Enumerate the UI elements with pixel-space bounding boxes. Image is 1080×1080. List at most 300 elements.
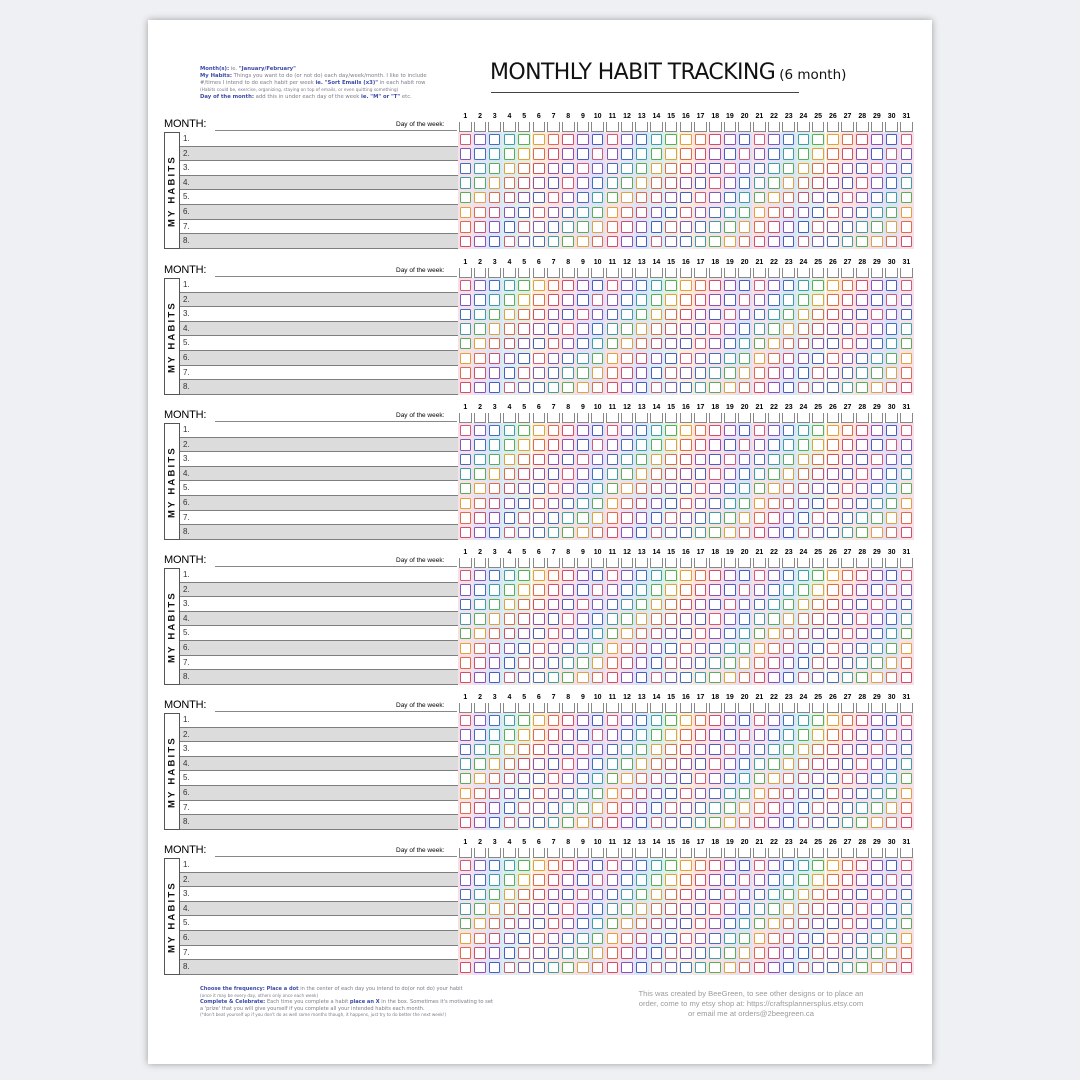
habit-checkbox[interactable]: [886, 788, 898, 800]
habit-checkbox[interactable]: [871, 483, 883, 495]
habit-checkbox[interactable]: [489, 367, 501, 379]
habit-checkbox[interactable]: [871, 613, 883, 625]
habit-checkbox[interactable]: [460, 613, 472, 625]
day-of-week-cell[interactable]: [621, 413, 634, 423]
habit-checkbox[interactable]: [607, 672, 619, 684]
habit-checkbox[interactable]: [886, 758, 898, 770]
habit-checkbox[interactable]: [548, 280, 560, 292]
habit-checkbox[interactable]: [798, 874, 810, 886]
habit-checkbox[interactable]: [607, 280, 619, 292]
habit-checkbox[interactable]: [886, 192, 898, 204]
habit-checkbox[interactable]: [768, 236, 780, 248]
habit-checkbox[interactable]: [724, 599, 736, 611]
day-of-week-cell[interactable]: [650, 268, 663, 278]
habit-checkbox[interactable]: [754, 918, 766, 930]
habit-row[interactable]: [180, 511, 458, 526]
habit-checkbox[interactable]: [739, 309, 751, 321]
habit-checkbox[interactable]: [709, 236, 721, 248]
habit-checkbox[interactable]: [621, 221, 633, 233]
habit-checkbox[interactable]: [577, 903, 589, 915]
habit-checkbox[interactable]: [724, 468, 736, 480]
habit-checkbox[interactable]: [636, 148, 648, 160]
habit-checkbox[interactable]: [901, 425, 913, 437]
habit-row[interactable]: [180, 205, 458, 220]
habit-checkbox[interactable]: [504, 817, 516, 829]
habit-checkbox[interactable]: [474, 802, 486, 814]
habit-checkbox[interactable]: [651, 498, 663, 510]
habit-checkbox[interactable]: [901, 715, 913, 727]
habit-checkbox[interactable]: [548, 294, 560, 306]
habit-checkbox[interactable]: [871, 802, 883, 814]
habit-checkbox[interactable]: [548, 788, 560, 800]
habit-checkbox[interactable]: [724, 962, 736, 974]
habit-checkbox[interactable]: [665, 221, 677, 233]
habit-checkbox[interactable]: [548, 382, 560, 394]
habit-checkbox[interactable]: [768, 425, 780, 437]
day-of-week-cell[interactable]: [606, 268, 619, 278]
habit-checkbox[interactable]: [827, 353, 839, 365]
habit-checkbox[interactable]: [812, 817, 824, 829]
habit-checkbox[interactable]: [856, 643, 868, 655]
habit-checkbox[interactable]: [474, 773, 486, 785]
habit-checkbox[interactable]: [754, 729, 766, 741]
habit-checkbox[interactable]: [724, 527, 736, 539]
habit-checkbox[interactable]: [754, 758, 766, 770]
habit-checkbox[interactable]: [562, 221, 574, 233]
habit-checkbox[interactable]: [460, 729, 472, 741]
habit-checkbox[interactable]: [636, 207, 648, 219]
habit-checkbox[interactable]: [548, 353, 560, 365]
habit-checkbox[interactable]: [577, 148, 589, 160]
habit-checkbox[interactable]: [592, 177, 604, 189]
habit-checkbox[interactable]: [695, 454, 707, 466]
day-of-week-cell[interactable]: [621, 122, 634, 132]
habit-checkbox[interactable]: [636, 715, 648, 727]
habit-row[interactable]: [180, 742, 458, 757]
habit-checkbox[interactable]: [577, 367, 589, 379]
habit-checkbox[interactable]: [518, 962, 530, 974]
credit-line-2[interactable]: order, come to my etsy shop at: https://craftsplannersplus.etsy.com: [638, 999, 864, 1008]
habit-checkbox[interactable]: [724, 367, 736, 379]
habit-checkbox[interactable]: [548, 773, 560, 785]
day-of-week-cell[interactable]: [871, 268, 884, 278]
habit-checkbox[interactable]: [533, 628, 545, 640]
habit-checkbox[interactable]: [548, 425, 560, 437]
habit-checkbox[interactable]: [768, 729, 780, 741]
habit-checkbox[interactable]: [636, 817, 648, 829]
day-of-week-cell[interactable]: [503, 413, 516, 423]
habit-checkbox[interactable]: [548, 860, 560, 872]
habit-checkbox[interactable]: [651, 323, 663, 335]
habit-checkbox[interactable]: [607, 323, 619, 335]
habit-checkbox[interactable]: [636, 439, 648, 451]
habit-checkbox[interactable]: [474, 468, 486, 480]
habit-checkbox[interactable]: [827, 773, 839, 785]
habit-checkbox[interactable]: [709, 367, 721, 379]
habit-checkbox[interactable]: [754, 309, 766, 321]
habit-checkbox[interactable]: [768, 382, 780, 394]
habit-checkbox[interactable]: [709, 483, 721, 495]
habit-checkbox[interactable]: [518, 468, 530, 480]
habit-checkbox[interactable]: [577, 860, 589, 872]
day-of-week-cell[interactable]: [459, 703, 472, 713]
habit-checkbox[interactable]: [798, 323, 810, 335]
habit-checkbox[interactable]: [577, 177, 589, 189]
habit-checkbox[interactable]: [871, 454, 883, 466]
day-of-week-cell[interactable]: [577, 848, 590, 858]
habit-checkbox[interactable]: [709, 309, 721, 321]
habit-checkbox[interactable]: [592, 788, 604, 800]
day-of-week-cell[interactable]: [518, 703, 531, 713]
habit-checkbox[interactable]: [798, 773, 810, 785]
habit-checkbox[interactable]: [739, 788, 751, 800]
habit-checkbox[interactable]: [504, 148, 516, 160]
habit-checkbox[interactable]: [562, 236, 574, 248]
habit-checkbox[interactable]: [856, 512, 868, 524]
habit-checkbox[interactable]: [812, 382, 824, 394]
habit-checkbox[interactable]: [724, 338, 736, 350]
habit-checkbox[interactable]: [548, 918, 560, 930]
habit-checkbox[interactable]: [651, 889, 663, 901]
habit-checkbox[interactable]: [607, 498, 619, 510]
day-of-week-cell[interactable]: [841, 848, 854, 858]
habit-checkbox[interactable]: [504, 802, 516, 814]
habit-checkbox[interactable]: [651, 134, 663, 146]
habit-checkbox[interactable]: [562, 163, 574, 175]
day-of-week-cell[interactable]: [665, 848, 678, 858]
habit-checkbox[interactable]: [856, 947, 868, 959]
habit-checkbox[interactable]: [856, 933, 868, 945]
habit-checkbox[interactable]: [709, 744, 721, 756]
habit-checkbox[interactable]: [871, 643, 883, 655]
habit-checkbox[interactable]: [783, 367, 795, 379]
habit-checkbox[interactable]: [901, 323, 913, 335]
habit-checkbox[interactable]: [783, 613, 795, 625]
habit-checkbox[interactable]: [592, 628, 604, 640]
habit-checkbox[interactable]: [842, 613, 854, 625]
habit-checkbox[interactable]: [695, 570, 707, 582]
habit-row[interactable]: [180, 641, 458, 656]
habit-checkbox[interactable]: [901, 729, 913, 741]
habit-checkbox[interactable]: [783, 163, 795, 175]
habit-checkbox[interactable]: [709, 758, 721, 770]
habit-checkbox[interactable]: [871, 498, 883, 510]
habit-checkbox[interactable]: [460, 962, 472, 974]
habit-checkbox[interactable]: [739, 512, 751, 524]
habit-checkbox[interactable]: [474, 817, 486, 829]
habit-checkbox[interactable]: [827, 613, 839, 625]
habit-checkbox[interactable]: [592, 221, 604, 233]
day-of-week-cell[interactable]: [474, 558, 487, 568]
habit-checkbox[interactable]: [562, 903, 574, 915]
habit-checkbox[interactable]: [504, 134, 516, 146]
habit-checkbox[interactable]: [533, 236, 545, 248]
habit-checkbox[interactable]: [739, 353, 751, 365]
habit-checkbox[interactable]: [577, 584, 589, 596]
habit-checkbox[interactable]: [533, 599, 545, 611]
day-of-week-cell[interactable]: [459, 122, 472, 132]
habit-checkbox[interactable]: [533, 221, 545, 233]
habit-checkbox[interactable]: [695, 729, 707, 741]
habit-checkbox[interactable]: [489, 744, 501, 756]
habit-checkbox[interactable]: [842, 236, 854, 248]
habit-checkbox[interactable]: [665, 758, 677, 770]
habit-checkbox[interactable]: [504, 744, 516, 756]
habit-checkbox[interactable]: [709, 643, 721, 655]
habit-checkbox[interactable]: [636, 628, 648, 640]
habit-checkbox[interactable]: [768, 918, 780, 930]
habit-checkbox[interactable]: [665, 918, 677, 930]
day-of-week-cell[interactable]: [768, 122, 781, 132]
habit-checkbox[interactable]: [460, 527, 472, 539]
habit-checkbox[interactable]: [827, 207, 839, 219]
credit-line-3[interactable]: or email me at orders@2beegreen.ca: [688, 1009, 814, 1018]
habit-checkbox[interactable]: [695, 947, 707, 959]
habit-checkbox[interactable]: [518, 729, 530, 741]
habit-checkbox[interactable]: [665, 353, 677, 365]
habit-checkbox[interactable]: [489, 584, 501, 596]
habit-checkbox[interactable]: [695, 177, 707, 189]
habit-checkbox[interactable]: [901, 570, 913, 582]
habit-checkbox[interactable]: [695, 221, 707, 233]
habit-checkbox[interactable]: [607, 918, 619, 930]
habit-checkbox[interactable]: [562, 874, 574, 886]
habit-checkbox[interactable]: [709, 860, 721, 872]
habit-checkbox[interactable]: [856, 382, 868, 394]
habit-checkbox[interactable]: [562, 715, 574, 727]
habit-checkbox[interactable]: [871, 294, 883, 306]
habit-checkbox[interactable]: [504, 962, 516, 974]
habit-checkbox[interactable]: [533, 744, 545, 756]
habit-checkbox[interactable]: [548, 439, 560, 451]
habit-row[interactable]: [180, 380, 458, 395]
habit-checkbox[interactable]: [577, 788, 589, 800]
habit-checkbox[interactable]: [886, 962, 898, 974]
habit-checkbox[interactable]: [739, 498, 751, 510]
habit-checkbox[interactable]: [798, 134, 810, 146]
habit-checkbox[interactable]: [754, 643, 766, 655]
habit-checkbox[interactable]: [856, 918, 868, 930]
habit-checkbox[interactable]: [812, 309, 824, 321]
habit-checkbox[interactable]: [739, 918, 751, 930]
month-input-line[interactable]: [215, 711, 457, 712]
habit-checkbox[interactable]: [709, 599, 721, 611]
habit-checkbox[interactable]: [548, 933, 560, 945]
habit-checkbox[interactable]: [886, 672, 898, 684]
habit-checkbox[interactable]: [651, 672, 663, 684]
habit-checkbox[interactable]: [592, 207, 604, 219]
habit-checkbox[interactable]: [812, 643, 824, 655]
habit-checkbox[interactable]: [504, 221, 516, 233]
habit-checkbox[interactable]: [474, 512, 486, 524]
habit-checkbox[interactable]: [607, 599, 619, 611]
habit-checkbox[interactable]: [636, 498, 648, 510]
habit-checkbox[interactable]: [842, 773, 854, 785]
habit-checkbox[interactable]: [739, 860, 751, 872]
habit-checkbox[interactable]: [856, 148, 868, 160]
habit-checkbox[interactable]: [901, 192, 913, 204]
day-of-week-cell[interactable]: [812, 413, 825, 423]
habit-checkbox[interactable]: [842, 758, 854, 770]
habit-checkbox[interactable]: [665, 367, 677, 379]
habit-checkbox[interactable]: [504, 294, 516, 306]
habit-checkbox[interactable]: [827, 425, 839, 437]
habit-checkbox[interactable]: [518, 773, 530, 785]
habit-checkbox[interactable]: [636, 729, 648, 741]
habit-checkbox[interactable]: [680, 236, 692, 248]
habit-checkbox[interactable]: [562, 280, 574, 292]
habit-checkbox[interactable]: [856, 773, 868, 785]
day-of-week-cell[interactable]: [841, 703, 854, 713]
day-of-week-cell[interactable]: [827, 848, 840, 858]
habit-checkbox[interactable]: [592, 382, 604, 394]
day-of-week-cell[interactable]: [797, 558, 810, 568]
habit-checkbox[interactable]: [621, 309, 633, 321]
habit-checkbox[interactable]: [856, 613, 868, 625]
habit-checkbox[interactable]: [460, 802, 472, 814]
habit-checkbox[interactable]: [695, 236, 707, 248]
day-of-week-cell[interactable]: [591, 413, 604, 423]
habit-checkbox[interactable]: [871, 163, 883, 175]
habit-checkbox[interactable]: [665, 192, 677, 204]
habit-checkbox[interactable]: [548, 903, 560, 915]
habit-checkbox[interactable]: [709, 947, 721, 959]
habit-checkbox[interactable]: [562, 425, 574, 437]
habit-checkbox[interactable]: [474, 570, 486, 582]
habit-checkbox[interactable]: [768, 744, 780, 756]
habit-checkbox[interactable]: [856, 817, 868, 829]
habit-checkbox[interactable]: [827, 148, 839, 160]
habit-checkbox[interactable]: [709, 338, 721, 350]
habit-checkbox[interactable]: [474, 643, 486, 655]
habit-checkbox[interactable]: [856, 889, 868, 901]
habit-checkbox[interactable]: [651, 439, 663, 451]
habit-checkbox[interactable]: [709, 657, 721, 669]
habit-checkbox[interactable]: [680, 280, 692, 292]
habit-checkbox[interactable]: [665, 236, 677, 248]
day-of-week-cell[interactable]: [900, 268, 913, 278]
habit-checkbox[interactable]: [886, 715, 898, 727]
habit-checkbox[interactable]: [724, 715, 736, 727]
habit-checkbox[interactable]: [665, 454, 677, 466]
habit-checkbox[interactable]: [474, 903, 486, 915]
day-of-week-cell[interactable]: [724, 703, 737, 713]
habit-checkbox[interactable]: [827, 192, 839, 204]
habit-checkbox[interactable]: [636, 353, 648, 365]
habit-checkbox[interactable]: [474, 947, 486, 959]
habit-checkbox[interactable]: [768, 874, 780, 886]
habit-checkbox[interactable]: [695, 512, 707, 524]
habit-checkbox[interactable]: [842, 454, 854, 466]
habit-checkbox[interactable]: [856, 802, 868, 814]
habit-checkbox[interactable]: [886, 309, 898, 321]
habit-checkbox[interactable]: [607, 512, 619, 524]
habit-checkbox[interactable]: [724, 657, 736, 669]
habit-checkbox[interactable]: [724, 323, 736, 335]
habit-checkbox[interactable]: [474, 221, 486, 233]
habit-checkbox[interactable]: [901, 933, 913, 945]
habit-checkbox[interactable]: [768, 454, 780, 466]
habit-checkbox[interactable]: [680, 889, 692, 901]
habit-checkbox[interactable]: [665, 672, 677, 684]
habit-checkbox[interactable]: [621, 715, 633, 727]
habit-checkbox[interactable]: [460, 512, 472, 524]
day-of-week-cell[interactable]: [856, 268, 869, 278]
habit-checkbox[interactable]: [901, 889, 913, 901]
habit-row[interactable]: [180, 176, 458, 191]
habit-checkbox[interactable]: [827, 584, 839, 596]
habit-checkbox[interactable]: [754, 439, 766, 451]
habit-checkbox[interactable]: [636, 584, 648, 596]
day-of-week-cell[interactable]: [856, 413, 869, 423]
habit-checkbox[interactable]: [504, 584, 516, 596]
habit-checkbox[interactable]: [607, 338, 619, 350]
habit-checkbox[interactable]: [533, 903, 545, 915]
habit-checkbox[interactable]: [489, 148, 501, 160]
habit-checkbox[interactable]: [621, 947, 633, 959]
habit-checkbox[interactable]: [636, 918, 648, 930]
habit-checkbox[interactable]: [856, 744, 868, 756]
habit-checkbox[interactable]: [798, 758, 810, 770]
habit-checkbox[interactable]: [886, 454, 898, 466]
day-of-week-cell[interactable]: [871, 848, 884, 858]
habit-checkbox[interactable]: [798, 962, 810, 974]
habit-checkbox[interactable]: [842, 353, 854, 365]
habit-checkbox[interactable]: [489, 468, 501, 480]
habit-checkbox[interactable]: [577, 309, 589, 321]
habit-checkbox[interactable]: [754, 468, 766, 480]
habit-checkbox[interactable]: [504, 192, 516, 204]
habit-row[interactable]: [180, 366, 458, 381]
habit-checkbox[interactable]: [548, 947, 560, 959]
habit-checkbox[interactable]: [856, 439, 868, 451]
habit-checkbox[interactable]: [577, 294, 589, 306]
habit-checkbox[interactable]: [489, 236, 501, 248]
habit-checkbox[interactable]: [842, 425, 854, 437]
habit-checkbox[interactable]: [901, 628, 913, 640]
habit-checkbox[interactable]: [504, 439, 516, 451]
habit-checkbox[interactable]: [812, 439, 824, 451]
habit-checkbox[interactable]: [651, 947, 663, 959]
habit-checkbox[interactable]: [474, 338, 486, 350]
habit-checkbox[interactable]: [636, 657, 648, 669]
habit-checkbox[interactable]: [607, 309, 619, 321]
habit-checkbox[interactable]: [739, 874, 751, 886]
habit-checkbox[interactable]: [798, 382, 810, 394]
habit-checkbox[interactable]: [474, 962, 486, 974]
habit-checkbox[interactable]: [856, 715, 868, 727]
habit-checkbox[interactable]: [856, 483, 868, 495]
habit-checkbox[interactable]: [548, 192, 560, 204]
habit-checkbox[interactable]: [827, 715, 839, 727]
habit-checkbox[interactable]: [577, 628, 589, 640]
habit-row[interactable]: [180, 147, 458, 162]
habit-checkbox[interactable]: [754, 715, 766, 727]
habit-checkbox[interactable]: [607, 134, 619, 146]
habit-checkbox[interactable]: [901, 439, 913, 451]
habit-checkbox[interactable]: [592, 498, 604, 510]
habit-checkbox[interactable]: [504, 236, 516, 248]
habit-checkbox[interactable]: [783, 527, 795, 539]
habit-checkbox[interactable]: [665, 483, 677, 495]
habit-checkbox[interactable]: [577, 382, 589, 394]
habit-checkbox[interactable]: [842, 903, 854, 915]
habit-checkbox[interactable]: [548, 454, 560, 466]
habit-checkbox[interactable]: [680, 207, 692, 219]
habit-checkbox[interactable]: [474, 367, 486, 379]
habit-checkbox[interactable]: [533, 483, 545, 495]
habit-checkbox[interactable]: [665, 802, 677, 814]
